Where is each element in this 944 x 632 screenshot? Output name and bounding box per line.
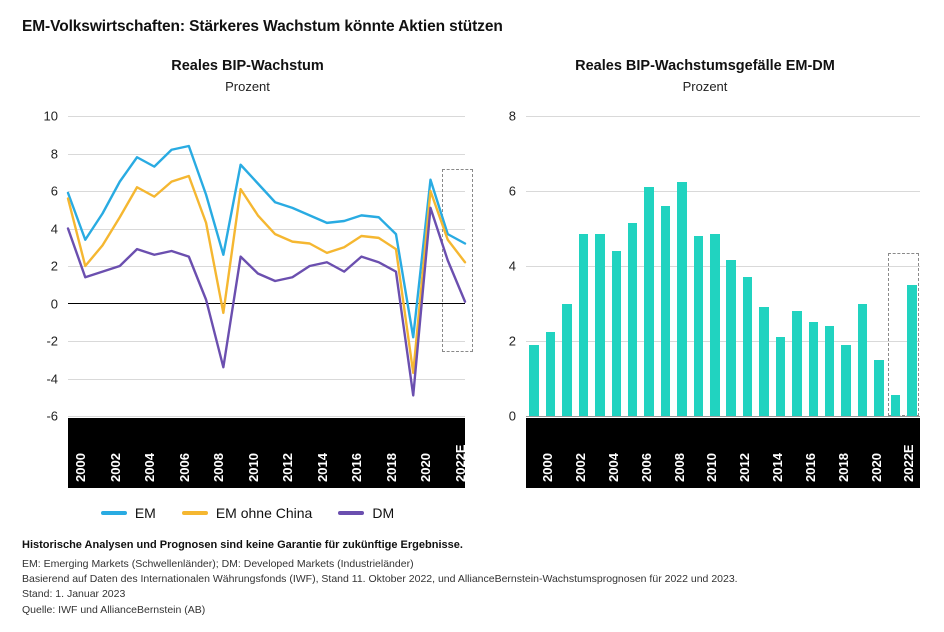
footnote-line-4: Quelle: IWF und AllianceBernstein (AB) <box>22 603 206 616</box>
footnote-line-3: Stand: 1. Januar 2023 <box>22 588 126 601</box>
x-axis-tick-label: 2008 <box>211 453 227 482</box>
y-axis-tick-label: 6 <box>50 183 58 199</box>
x-axis-tick-label: 2016 <box>802 453 818 482</box>
panel-left <box>20 58 485 528</box>
y-axis-tick-label: -4 <box>46 371 58 386</box>
legend-swatch-icon <box>182 511 208 515</box>
y-axis-tick-label: 2 <box>508 333 516 349</box>
legend-item <box>338 505 394 521</box>
bar <box>841 345 851 416</box>
x-axis-tick-label: 2002 <box>107 453 123 482</box>
legend-label: EM <box>134 505 156 521</box>
bar <box>907 285 917 416</box>
panel-right-title: Reales BIP-Wachstumsgefälle EM-DM <box>575 58 835 74</box>
bar <box>825 326 835 416</box>
footnotes <box>22 539 922 618</box>
x-axis-tick-label: 2008 <box>671 453 687 482</box>
legend-item <box>101 505 156 521</box>
x-axis-tick-label: 2000 <box>73 453 88 482</box>
panel-left-subtitle: Prozent <box>225 79 270 94</box>
x-axis-tick-label: 2002 <box>573 453 589 482</box>
y-axis-tick-label: 2 <box>50 258 58 274</box>
x-axis-tick-label: 2014 <box>770 453 786 482</box>
bar <box>891 395 901 416</box>
x-axis-tick-label: 2022E <box>452 444 468 482</box>
x-axis-tick-label: 2022E <box>901 444 917 482</box>
line-chart-plot-area <box>20 108 485 528</box>
bar <box>743 277 753 416</box>
y-axis-tick-label: 4 <box>508 258 516 274</box>
x-axis-tick-label: 2000 <box>540 453 556 482</box>
gridline <box>526 116 920 117</box>
panel-right <box>480 58 933 528</box>
x-axis-tick-label: 2016 <box>349 453 365 482</box>
footnote-line-2: Basierend auf Daten des Internationalen Währungsfonds (IWF), Stand 11. Oktober 2022, und AllianceBernstein-Wachstumsprognosen für 2022 und 2023. <box>22 573 738 586</box>
x-axis-tick-label: 2010 <box>245 453 261 482</box>
footnote-disclaimer: Historische Analysen und Prognosen sind keine Garantie für zukünftige Ergebnisse. <box>22 539 463 551</box>
x-axis-tick-label: 2012 <box>737 453 753 482</box>
line-series-svg <box>20 108 475 420</box>
x-axis-tick-label: 2018 <box>383 453 399 482</box>
bar <box>628 223 638 416</box>
gridline <box>526 191 920 192</box>
y-axis-tick-label: 4 <box>50 221 58 236</box>
bar <box>612 251 622 416</box>
bar <box>759 307 769 416</box>
panel-left-title: Reales BIP-Wachstum <box>171 58 324 74</box>
bar <box>579 234 589 416</box>
bar <box>595 234 605 416</box>
x-axis-band <box>68 418 465 488</box>
x-axis-tick-label: 2018 <box>835 453 851 482</box>
bar <box>776 337 786 416</box>
bar <box>694 236 704 416</box>
legend-label: EM ohne China <box>215 505 313 521</box>
bar <box>726 260 736 416</box>
bar <box>644 187 654 416</box>
x-axis-tick-label: 2014 <box>314 453 330 482</box>
y-axis-tick-label: -6 <box>46 408 58 424</box>
chart-legend <box>20 505 475 521</box>
x-axis-tick-label: 2020 <box>868 453 884 482</box>
x-axis-tick-label: 2004 <box>605 453 621 482</box>
bar <box>677 182 687 416</box>
x-axis-tick-label: 2006 <box>638 453 654 482</box>
footnote-line-1: EM: Emerging Markets (Schwellenländer); DM: Developed Markets (Industrieländer) <box>22 558 414 570</box>
legend-swatch-icon <box>101 511 127 515</box>
x-axis-tick-label: 2012 <box>280 453 296 482</box>
x-axis-tick-label: 2023E <box>917 444 933 482</box>
page-title: EM-Volkswirtschaften: Stärkeres Wachstum könnte Aktien stützen <box>22 18 503 35</box>
legend-item <box>182 505 313 521</box>
bar <box>809 322 819 416</box>
bar <box>546 332 556 416</box>
y-axis-tick-label: 6 <box>508 183 516 199</box>
y-axis-tick-label: 10 <box>43 108 58 124</box>
y-axis-tick-label: 8 <box>508 108 516 124</box>
bar <box>792 311 802 416</box>
y-axis-tick-label: 0 <box>50 296 58 311</box>
line-series-dm <box>68 208 465 396</box>
x-axis-tick-label: 2004 <box>142 453 158 482</box>
y-axis-tick-label: 0 <box>508 408 516 424</box>
legend-swatch-icon <box>338 511 364 515</box>
bar <box>710 234 720 416</box>
bar-chart-plot-area <box>480 108 933 528</box>
y-axis-tick-label: 8 <box>50 146 58 161</box>
x-axis-tick-label: 2010 <box>704 453 720 482</box>
panel-right-subtitle: Prozent <box>682 79 728 94</box>
bar <box>562 304 572 417</box>
legend-label: DM <box>372 505 395 521</box>
x-axis-tick-label: 2020 <box>418 453 434 482</box>
bar <box>529 345 539 416</box>
bar <box>874 360 884 416</box>
y-axis-tick-label: -2 <box>46 333 58 349</box>
x-axis-tick-label: 2006 <box>176 453 192 482</box>
gridline <box>526 416 920 417</box>
x-axis-tick-label: 2023E <box>470 444 485 482</box>
bar <box>858 304 868 417</box>
bar <box>661 206 671 416</box>
